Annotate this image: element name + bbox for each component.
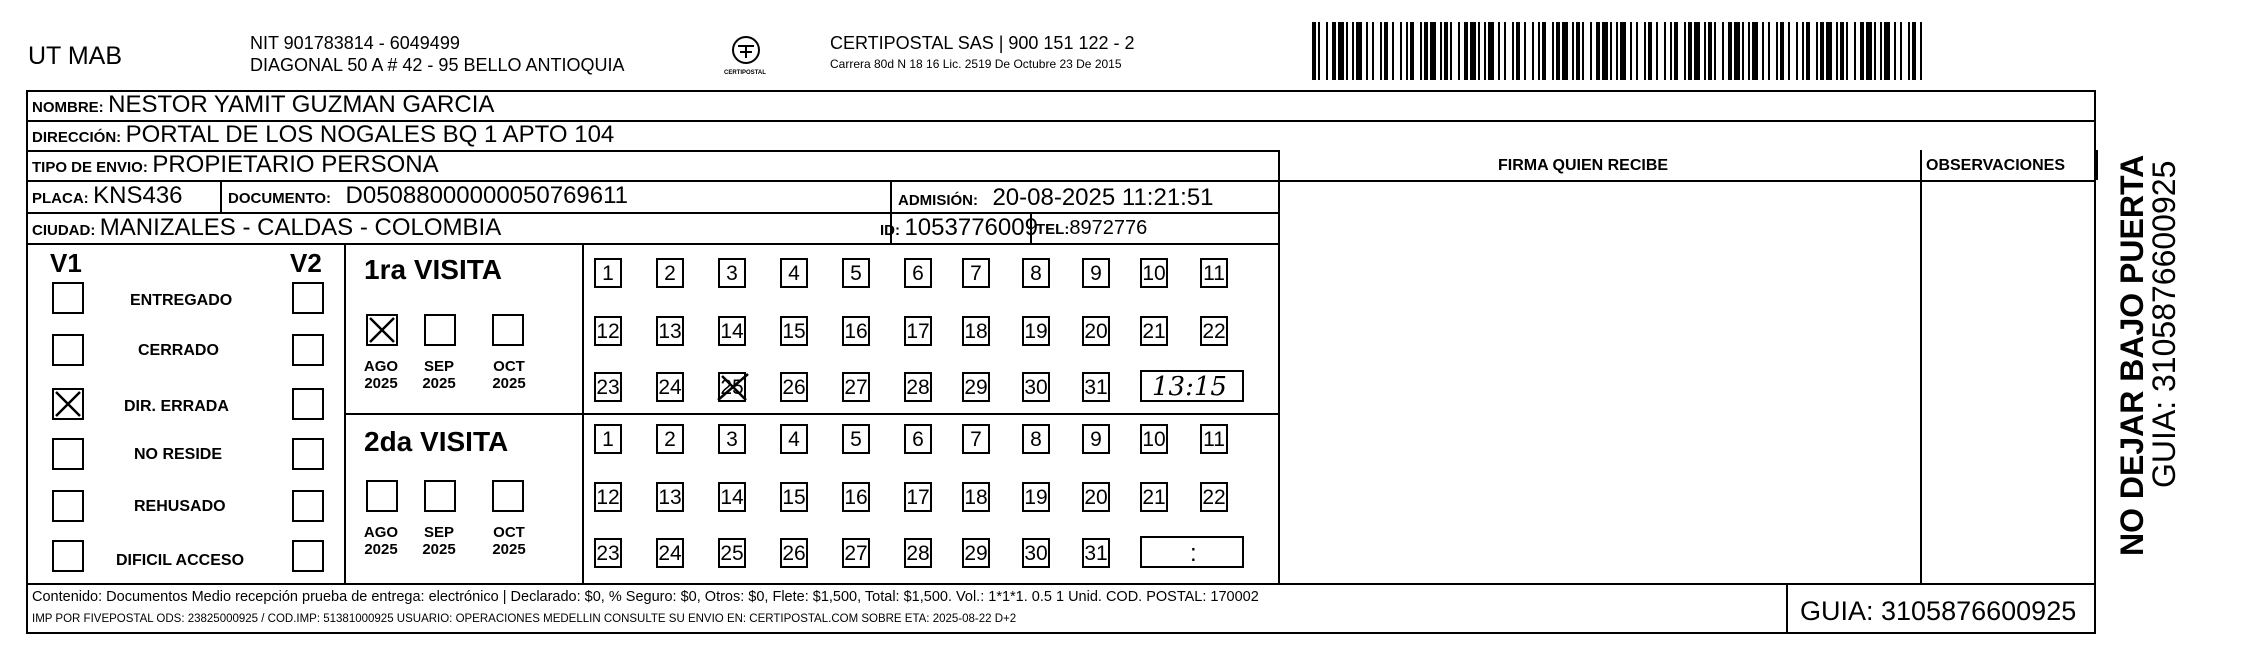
shipment-type: PROPIETARIO PERSONA xyxy=(152,151,439,178)
visit2-year-label: 2025 xyxy=(364,541,398,558)
status-label-no-reside: NO RESIDE xyxy=(134,446,223,463)
visit1-day-19[interactable]: 19 xyxy=(1022,316,1050,346)
visit2-day-18[interactable]: 18 xyxy=(962,482,990,512)
recipient-name: NESTOR YAMIT GUZMAN GARCIA xyxy=(108,91,495,118)
sender-address: DIAGONAL 50 A # 42 - 95 BELLO ANTIOQUIA xyxy=(250,55,625,75)
visit1-day-6[interactable]: 6 xyxy=(904,258,932,288)
visit2-month-oct[interactable] xyxy=(492,480,524,512)
company-name: UT MAB xyxy=(28,42,122,70)
visit1-month-label: AGO xyxy=(363,358,399,375)
v1-check-dir-errada[interactable] xyxy=(52,388,84,420)
visit1-day-15[interactable]: 15 xyxy=(780,316,808,346)
visit1-year-label: 2025 xyxy=(492,375,526,392)
v1-check-entregado[interactable] xyxy=(52,282,84,314)
footer-guia: GUIA: 3105876600925 xyxy=(1800,596,2077,626)
visit2-day-10[interactable]: 10 xyxy=(1140,424,1168,454)
v1-check-rehusado[interactable] xyxy=(52,490,84,522)
v2-check-entregado[interactable] xyxy=(292,282,324,314)
visit1-title: 1ra VISITA xyxy=(364,254,502,285)
visit1-day-2[interactable]: 2 xyxy=(656,258,684,288)
visit2-day-17[interactable]: 17 xyxy=(904,482,932,512)
visit2-day-9[interactable]: 9 xyxy=(1082,424,1110,454)
visit2-day-5[interactable]: 5 xyxy=(842,424,870,454)
visit2-day-4[interactable]: 4 xyxy=(780,424,808,454)
visit2-day-16[interactable]: 16 xyxy=(842,482,870,512)
visit1-day-8[interactable]: 8 xyxy=(1022,258,1050,288)
visit1-day-4[interactable]: 4 xyxy=(780,258,808,288)
visit1-day-17[interactable]: 17 xyxy=(904,316,932,346)
city-label: CIUDAD: xyxy=(32,222,96,239)
visit1-day-13[interactable]: 13 xyxy=(656,316,684,346)
visit2-day-7[interactable]: 7 xyxy=(962,424,990,454)
v2-check-dificil-acceso[interactable] xyxy=(292,540,324,572)
recipient-address: PORTAL DE LOS NOGALES BQ 1 APTO 104 xyxy=(125,121,615,148)
visit2-day-13[interactable]: 13 xyxy=(656,482,684,512)
type-label: TIPO DE ENVIO: xyxy=(32,159,148,176)
v1-check-no-reside[interactable] xyxy=(52,438,84,470)
recipient-id: 1053776009 xyxy=(904,214,1038,241)
logo-text: CERTIPOSTAL xyxy=(724,70,766,76)
visit1-month-label: OCT xyxy=(493,358,525,375)
visit1-day-27[interactable]: 27 xyxy=(842,372,870,402)
cross-mark-icon xyxy=(54,390,82,418)
side-warning: NO DEJAR BAJO PUERTA xyxy=(2114,154,2150,556)
visit2-day-8[interactable]: 8 xyxy=(1022,424,1050,454)
observations-header: OBSERVACIONES xyxy=(1926,157,2065,174)
day-cross-mark-icon xyxy=(714,370,754,404)
v1-check-cerrado[interactable] xyxy=(52,334,84,366)
document-number: D05088000000050769611 xyxy=(345,182,629,209)
visit2-month-label: OCT xyxy=(493,524,525,541)
visit2-day-21[interactable]: 21 xyxy=(1140,482,1168,512)
visit2-month-sep[interactable] xyxy=(424,480,456,512)
visit1-month-label: SEP xyxy=(423,358,454,375)
city: MANIZALES - CALDAS - COLOMBIA xyxy=(99,214,502,241)
visit1-day-21[interactable]: 21 xyxy=(1140,316,1168,346)
status-label-rehusado: REHUSADO xyxy=(134,498,226,515)
visit2-day-23[interactable]: 23 xyxy=(594,538,622,568)
visit2-day-20[interactable]: 20 xyxy=(1082,482,1110,512)
plate-label: PLACA: xyxy=(32,190,89,207)
visit2-day-2[interactable]: 2 xyxy=(656,424,684,454)
visit1-day-24[interactable]: 24 xyxy=(656,372,684,402)
visit1-day-18[interactable]: 18 xyxy=(962,316,990,346)
visit2-day-29[interactable]: 29 xyxy=(962,538,990,568)
admission-date: 20-08-2025 11:21:51 xyxy=(992,184,1214,211)
barcode xyxy=(1312,22,1926,80)
side-guia: GUIA: 3105876600925 xyxy=(2146,160,2182,488)
visit1-time: 13:15 xyxy=(1152,372,1227,402)
visit2-day-24[interactable]: 24 xyxy=(656,538,684,568)
visit2-day-25[interactable]: 25 xyxy=(718,538,746,568)
visit1-day-11[interactable]: 11 xyxy=(1200,258,1228,288)
visit1-day-7[interactable]: 7 xyxy=(962,258,990,288)
document-label: DOCUMENTO: xyxy=(228,190,332,207)
footer-print-info: IMP POR FIVEPOSTAL ODS: 23825000925 / COD.IMP: 51381000925 USUARIO: OPERACIONES MEDELLIN CONSULTE SU ENVIO EN: CERTIPOSTAL.COM SOBRE ETA: 2025-08-22 D+2 xyxy=(32,613,1017,625)
visit2-day-28[interactable]: 28 xyxy=(904,538,932,568)
visit2-month-label: AGO xyxy=(363,524,399,541)
status-label-dir-errada: DIR. ERRADA xyxy=(124,398,229,415)
visit1-day-25[interactable]: 25 xyxy=(718,372,746,402)
v2-check-no-reside[interactable] xyxy=(292,438,324,470)
visit2-year-label: 2025 xyxy=(492,541,526,558)
plate: KNS436 xyxy=(93,182,183,209)
visit2-time: : xyxy=(1190,540,1197,567)
visit2-day-27[interactable]: 27 xyxy=(842,538,870,568)
v2-check-rehusado[interactable] xyxy=(292,490,324,522)
address-label: DIRECCIÓN: xyxy=(32,129,122,146)
courier-name: CERTIPOSTAL SAS | 900 151 122 - 2 xyxy=(830,33,1135,53)
visit1-day-26[interactable]: 26 xyxy=(780,372,808,402)
courier-logo-icon xyxy=(728,34,764,70)
name-label: NOMBRE: xyxy=(32,99,104,116)
visit1-day-5[interactable]: 5 xyxy=(842,258,870,288)
status-label-dificil-acceso: DIFICIL ACCESO xyxy=(116,552,245,569)
visit1-day-28[interactable]: 28 xyxy=(904,372,932,402)
visit2-time-field[interactable] xyxy=(1140,536,1244,568)
admission-label: ADMISIÓN: xyxy=(898,192,978,209)
visit2-day-12[interactable]: 12 xyxy=(594,482,622,512)
visit1-day-12[interactable]: 12 xyxy=(594,316,622,346)
visit2-day-15[interactable]: 15 xyxy=(780,482,808,512)
status-label-entregado: ENTREGADO xyxy=(130,292,233,309)
visit2-day-6[interactable]: 6 xyxy=(904,424,932,454)
visit1-day-1[interactable]: 1 xyxy=(594,258,622,288)
v2-check-dir-errada[interactable] xyxy=(292,388,324,420)
footer-content: Contenido: Documentos Medio recepción prueba de entrega: electrónico | Declarado: $0, % Seguro: $0, Otros: $0, Flete: $1,500, Total: $1,500. Vol.: 1*1*1. 0.5 1 Unid. COD. POSTAL: 170002 xyxy=(32,589,1259,605)
signature-header: FIRMA QUIEN RECIBE xyxy=(1498,157,1669,174)
visit1-year-label: 2025 xyxy=(422,375,456,392)
visit2-day-3[interactable]: 3 xyxy=(718,424,746,454)
visit1-day-30[interactable]: 30 xyxy=(1022,372,1050,402)
visit2-day-1[interactable]: 1 xyxy=(594,424,622,454)
courier-detail: Carrera 80d N 18 16 Lic. 2519 De Octubre 23 De 2015 xyxy=(830,57,1122,71)
visit1-month-oct[interactable] xyxy=(492,314,524,346)
visit2-day-19[interactable]: 19 xyxy=(1022,482,1050,512)
visit1-day-22[interactable]: 22 xyxy=(1200,316,1228,346)
visit1-day-9[interactable]: 9 xyxy=(1082,258,1110,288)
visit2-month-ago[interactable] xyxy=(366,480,398,512)
visit1-day-3[interactable]: 3 xyxy=(718,258,746,288)
visit2-day-26[interactable]: 26 xyxy=(780,538,808,568)
visit1-day-14[interactable]: 14 xyxy=(718,316,746,346)
visit2-day-30[interactable]: 30 xyxy=(1022,538,1050,568)
v2-check-cerrado[interactable] xyxy=(292,334,324,366)
status-label-cerrado: CERRADO xyxy=(138,342,219,359)
recipient-tel: 8972776 xyxy=(1069,217,1148,239)
visit1-year-label: 2025 xyxy=(364,375,398,392)
visit1-day-23[interactable]: 23 xyxy=(594,372,622,402)
visit2-day-14[interactable]: 14 xyxy=(718,482,746,512)
visit1-month-ago[interactable] xyxy=(366,314,398,346)
visit1-day-16[interactable]: 16 xyxy=(842,316,870,346)
v2-label: V2 xyxy=(290,248,322,278)
visit2-day-22[interactable]: 22 xyxy=(1200,482,1228,512)
visit2-year-label: 2025 xyxy=(422,541,456,558)
cross-mark-icon xyxy=(368,316,396,344)
nit: NIT 901783814 - 6049499 xyxy=(250,33,460,53)
visit2-month-label: SEP xyxy=(423,524,454,541)
v1-check-dificil-acceso[interactable] xyxy=(52,540,84,572)
visit1-day-29[interactable]: 29 xyxy=(962,372,990,402)
visit1-time-field[interactable] xyxy=(1140,370,1244,402)
tel-label: TEL: xyxy=(1036,221,1070,238)
visit1-day-10[interactable]: 10 xyxy=(1140,258,1168,288)
visit1-day-31[interactable]: 31 xyxy=(1082,372,1110,402)
visit2-day-31[interactable]: 31 xyxy=(1082,538,1110,568)
v1-label: V1 xyxy=(50,248,82,278)
id-label: ID: xyxy=(880,222,900,239)
visit1-day-20[interactable]: 20 xyxy=(1082,316,1110,346)
visit2-day-11[interactable]: 11 xyxy=(1200,424,1228,454)
visit1-month-sep[interactable] xyxy=(424,314,456,346)
visit2-title: 2da VISITA xyxy=(364,426,509,457)
